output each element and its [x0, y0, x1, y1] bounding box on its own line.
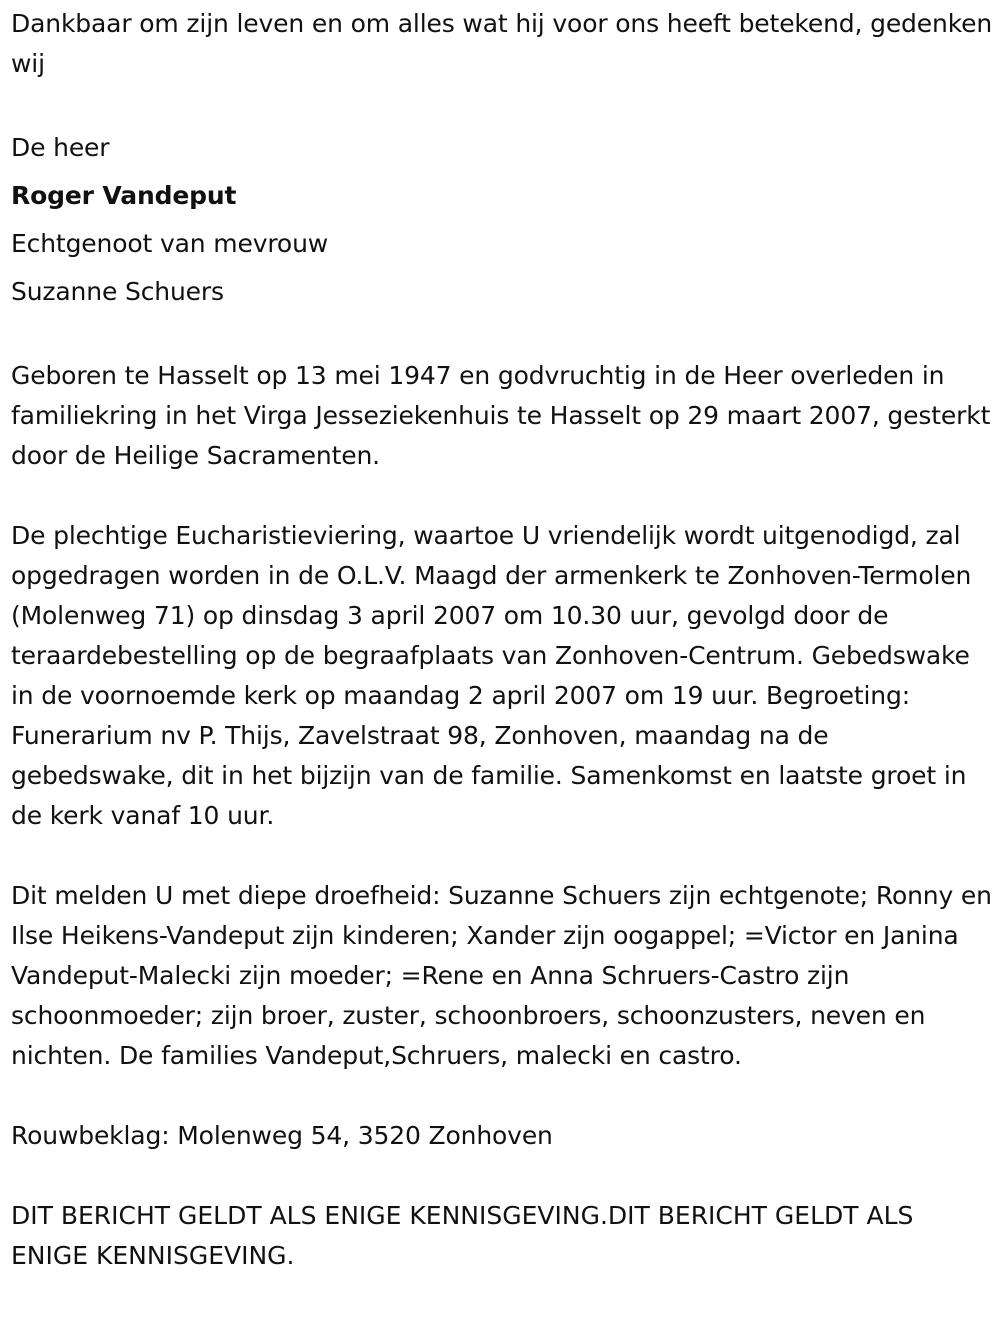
- notice-text: DIT BERICHT GELDT ALS ENIGE KENNISGEVING.DIT BERICHT GELDT ALS ENIGE KENNISGEVING.: [11, 1201, 914, 1270]
- ceremony-paragraph: De plechtige Eucharistieviering, waartoe U vriendelijk wordt uitgenodigd, zal opgedragen worden in de O.L.V. Maagd der armenkerk te Zonhoven-Termolen (Molenweg 71) op dinsdag 3 april 2007 om 10.30 uur, gevolgd door de teraardebestelling op de begraafplaats van Zonhoven-Centrum. Gebedswake in de voornoemde kerk op maandag 2 april 2007 om 19 uur. Begroeting: Funerarium nv P. Thijs, Zavelstraat 98, Zonhoven, maandag na de gebedswake, dit in het bijzijn van de familie. Samenkomst en laatste groet in de kerk vanaf 10 uur.: [11, 521, 972, 830]
- intro-text: Dankbaar om zijn leven en om alles wat hij voor ons heeft betekend, gedenken wij: [11, 9, 993, 78]
- spacer: [11, 476, 993, 516]
- spacer: [11, 316, 993, 356]
- obituary-notice: [11, 4, 993, 1276]
- salutation: De heer: [11, 133, 110, 162]
- birth-death-paragraph: Geboren te Hasselt op 13 mei 1947 en godvruchtig in de Heer overleden in familiekring in het Virga Jesseziekenhuis te Hasselt op 29 maart 2007, gesterkt door de Heilige Sacramenten.: [11, 361, 991, 470]
- deceased-name: Roger Vandeput: [11, 181, 237, 210]
- condolence-address: Rouwbeklag: Molenweg 54, 3520 Zonhoven: [11, 1121, 553, 1150]
- spacer: [11, 84, 993, 124]
- spacer: [11, 1076, 993, 1116]
- spacer: [11, 1156, 993, 1196]
- spacer: [11, 836, 993, 876]
- family-paragraph: Dit melden U met diepe droefheid: Suzanne Schuers zijn echtgenote; Ronny en Ilse Heikens-Vandeput zijn kinderen; Xander zijn oogappel; =Victor en Janina Vandeput-Malecki zijn moeder; =Rene en Anna Schruers-Castro zijn schoonmoeder; zijn broer, zuster, schoonbroers, schoonzusters, neven en nichten. De families Vandeput,Schruers, malecki en castro.: [11, 881, 992, 1070]
- spouse-label: Echtgenoot van mevrouw: [11, 229, 329, 258]
- spouse-name: Suzanne Schuers: [11, 277, 224, 306]
